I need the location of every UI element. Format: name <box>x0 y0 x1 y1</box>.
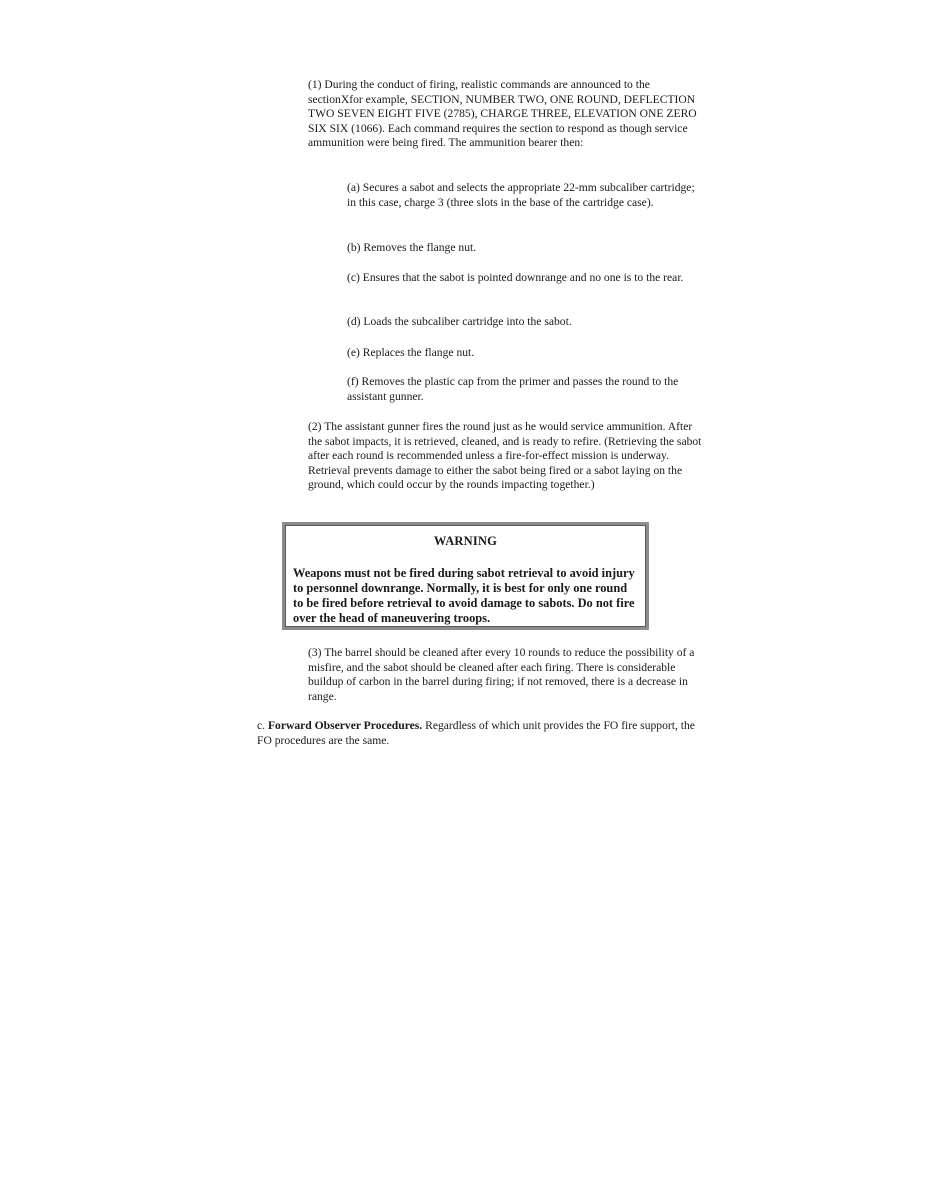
warning-title: WARNING <box>433 534 498 548</box>
sub-item-b: (b) Removes the flange nut. <box>347 241 477 254</box>
paragraph-c <box>257 719 704 748</box>
paragraph-c-prefix: c. <box>257 719 266 732</box>
warning-box <box>282 522 649 630</box>
warning-text: Weapons must not be fired during sabot retrieval to avoid injury to personnel downrange. Normally, it is best for only one round to be fired before retrieval to avoid damage to sabots. Do not fire over the head of maneuvering troops. <box>293 566 635 625</box>
paragraph-c-heading: Forward Observer Procedures. <box>267 719 423 732</box>
sub-item-c: (c) Ensures that the sabot is pointed downrange and no one is to the rear. <box>347 271 684 284</box>
paragraph-2: (2) The assistant gunner fires the round just as he would service ammunition. After the sabot impacts, it is retrieved, cleaned, and is ready to refire. (Retrieving the sabot after each round is recommended unless a fire-for-effect mission is underway. Retrieval prevents damage to either the sabot being fired or a sabot laying on the ground, which could occur by the rounds impacting together.) <box>308 420 702 492</box>
paragraph-1: (1) During the conduct of firing, realistic commands are announced to the sectionXfor example, SECTION, NUMBER TWO, ONE ROUND, DEFLECTION TWO SEVEN EIGHT FIVE (2785), CHARGE THREE, ELEVATION ONE ZERO SIX SIX (1066). Each command requires the section to respond as though service ammunition were being fired. The ammunition bearer then: <box>308 78 697 150</box>
sub-item-d: (d) Loads the subcaliber cartridge into the sabot. <box>347 315 572 328</box>
paragraph-3: (3) The barrel should be cleaned after every 10 rounds to reduce the possibility of a misfire, and the sabot should be cleaned after each firing. There is considerable buildup of carbon in the barrel during firing; if not removed, there is a decrease in range. <box>308 646 695 703</box>
sub-item-f: (f) Removes the plastic cap from the primer and passes the round to the assistant gunner. <box>347 375 679 403</box>
sub-item-e: (e) Replaces the flange nut. <box>347 346 475 359</box>
sub-item-a: (a) Secures a sabot and selects the appropriate 22-mm subcaliber cartridge; in this case, charge 3 (three slots in the base of the cartridge case). <box>347 181 695 209</box>
paragraph-c-text: Regardless of which unit provides the FO fire support, the FO procedures are the same. <box>257 719 695 747</box>
